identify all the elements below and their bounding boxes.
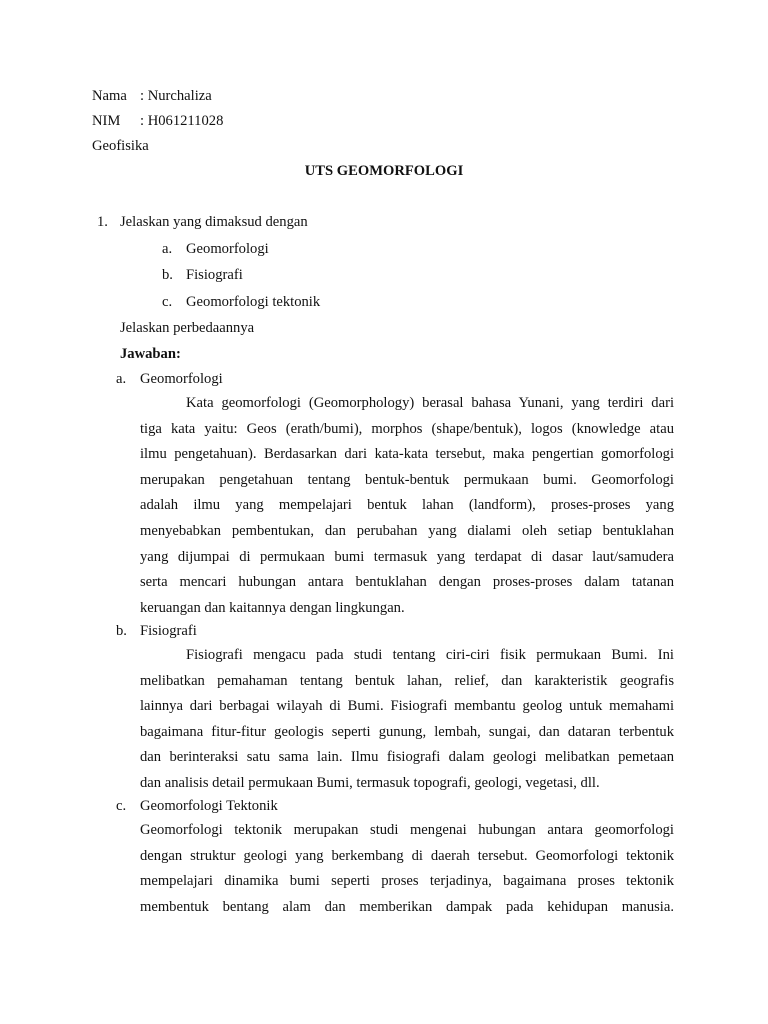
section-marker: c. (116, 798, 127, 814)
question-item-geomorfologi: Geomorfologi (186, 241, 269, 257)
paragraph-line: menyebabkan pembentukan, dan perubahan yang dialami oleh setiap bentuklahan (140, 522, 674, 539)
section-heading-geomorfologi-tektonik: Geomorfologi Tektonik (140, 798, 278, 814)
paragraph-line: membentuk bentang alam dan memberikan dampak pada kehidupan manusia. (140, 898, 674, 915)
name-label: Nama (92, 88, 127, 104)
paragraph-line: merupakan pengetahuan tentang bentuk-bentuk permukaan bumi. Geomorfologi (140, 471, 674, 488)
section-paragraph-fisiografi (140, 643, 674, 797)
paragraph-line: Kata geomorfologi (Geomorphology) berasal bahasa Yunani, yang terdiri dari (186, 395, 674, 411)
paragraph-line: dan berinteraksi satu sama lain. Ilmu fisiografi dalam geologi melibatkan pemetaan (140, 749, 674, 766)
question-number: 1. (97, 214, 108, 230)
section-marker: a. (116, 371, 127, 387)
paragraph-line: keruangan dan kaitannya dengan lingkungan. (140, 599, 405, 616)
paragraph-line: adalah ilmu yang mempelajari bentuk lahan (landform), proses-proses yang (140, 497, 674, 514)
paragraph-line: dengan struktur geologi yang berkembang di daerah tersebut. Geomorfologi tektonik (140, 847, 674, 864)
paragraph-line: ilmu pengetahuan). Berdasarkan dari kata-kata tersebut, maka pengertian gomorfologi (140, 446, 674, 463)
question-item-fisiografi: Fisiografi (186, 267, 243, 283)
section-paragraph-geomorfologi-tektonik (140, 818, 674, 920)
answer-label: Jawaban: (120, 346, 181, 362)
question-item-marker: b. (162, 267, 173, 283)
question-item-marker: c. (162, 294, 173, 310)
section-paragraph-geomorfologi (140, 391, 674, 621)
paragraph-line: mempelajari dinamika bumi seperti proses terjadinya, bagaimana proses tektonik (140, 873, 674, 890)
paragraph-line: serta mencari hubungan antara bentuklahan dengan proses-proses dalam tatanan (140, 574, 674, 591)
paragraph-line: bagaimana fitur-fitur geologis seperti gunung, lembah, sungai, dan dataran terbentuk (140, 723, 674, 740)
paragraph-line: lainnya dari berbagai wilayah di Bumi. Fisiografi membantu geolog untuk memahami (140, 698, 674, 715)
name-value: : Nurchaliza (140, 88, 212, 104)
page-title: UTS GEOMORFOLOGI (304, 163, 464, 179)
question-text: Jelaskan yang dimaksud dengan (120, 214, 308, 230)
section-marker: b. (116, 623, 127, 639)
paragraph-line: melibatkan pemahaman tentang bentuk lahan, relief, dan karakteristik geografis (140, 672, 674, 689)
paragraph-line: Fisiografi mengacu pada studi tentang ciri-ciri fisik permukaan Bumi. Ini (186, 647, 674, 663)
question-item-marker: a. (162, 241, 173, 257)
section-heading-fisiografi: Fisiografi (140, 623, 197, 639)
nim-label: NIM (92, 113, 121, 129)
paragraph-line: tiga kata yaitu: Geos (erath/bumi), morphos (shape/bentuk), logos (knowledge atau (140, 420, 674, 437)
paragraph-line: yang dijumpai di permukaan bumi termasuk yang terdapat di dasar laut/samudera (140, 548, 674, 565)
question-followup: Jelaskan perbedaannya (120, 320, 255, 336)
question-item-geomorfologi-tektonik: Geomorfologi tektonik (186, 294, 321, 310)
nim-value: : H061211028 (140, 113, 224, 129)
department: Geofisika (92, 138, 149, 154)
section-heading-geomorfologi: Geomorfologi (140, 371, 223, 387)
paragraph-line: dan analisis detail permukaan Bumi, termasuk topografi, geologi, vegetasi, dll. (140, 774, 600, 791)
paragraph-line: Geomorfologi tektonik merupakan studi mengenai hubungan antara geomorfologi (140, 822, 674, 838)
